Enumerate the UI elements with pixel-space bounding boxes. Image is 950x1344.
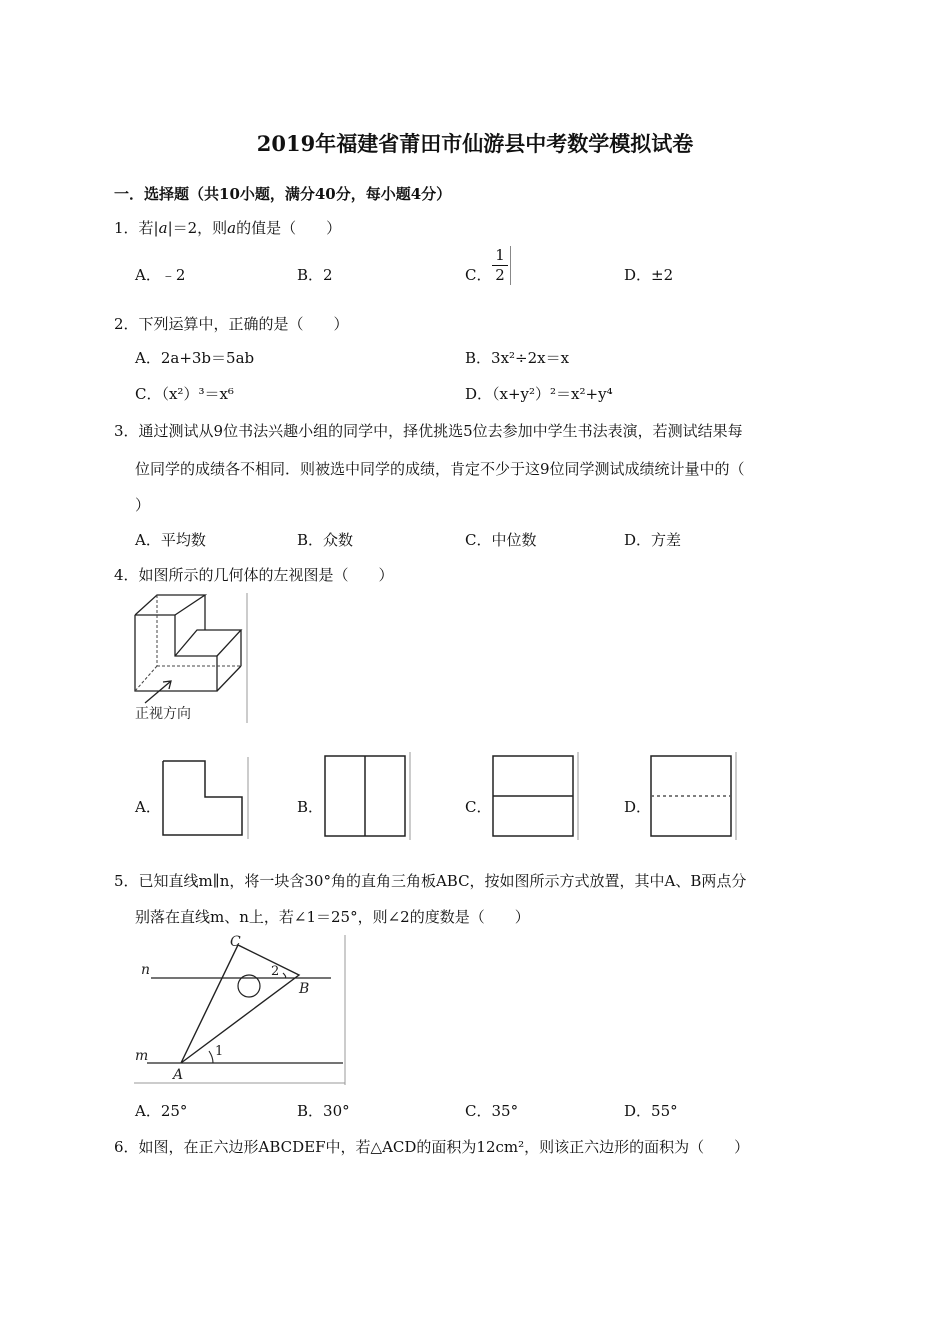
q2-option-a[interactable]: A．2a+3b＝5ab — [135, 349, 255, 367]
q4-option-c[interactable]: C． — [465, 798, 492, 816]
question-5-line2: 别落在直线m、n上，若∠1＝25°，则∠2的度数是（ ） — [135, 908, 530, 926]
q4-option-b-figure — [322, 752, 412, 840]
option-label: A． — [135, 266, 161, 284]
q5-option-a[interactable]: A．25° — [135, 1102, 188, 1120]
line-m-label: m — [135, 1048, 149, 1064]
variable: a — [227, 219, 237, 237]
point-a-label: A — [173, 1067, 184, 1083]
option-label: C． — [465, 266, 492, 284]
q3-option-a[interactable]: A．平均数 — [135, 531, 206, 549]
q4-option-b[interactable]: B． — [297, 798, 324, 816]
q3-option-c[interactable]: C．中位数 — [465, 531, 537, 549]
q1-option-c[interactable] — [465, 264, 491, 285]
question-3-line1: 3．通过测试从9位书法兴趣小组的同学中，择优挑选5位去参加中学生书法表演，若测试结果每 — [114, 422, 743, 440]
q4-option-a-figure — [160, 757, 250, 839]
angle-1-label: 1 — [215, 1044, 224, 1059]
q2-option-c[interactable]: C．（x²）³＝x⁶ — [135, 385, 234, 403]
question-1 — [114, 217, 341, 238]
question-5-line1: 5．已知直线m∥n，将一块含30°角的直角三角板ABC，按如图所示方式放置，其中A、B两点分 — [114, 872, 747, 890]
q1-option-b[interactable] — [297, 264, 333, 285]
question-text: 的值是（ ） — [236, 219, 342, 237]
q4-option-d[interactable]: D． — [624, 798, 652, 816]
q4-option-a[interactable]: A． — [135, 798, 161, 816]
question-4: 4．如图所示的几何体的左视图是（ ） — [114, 566, 394, 584]
question-text: 若| — [138, 219, 159, 237]
option-text: ±2 — [651, 266, 674, 284]
question-6: 6．如图，在正六边形ABCDEF中，若△ACD的面积为12cm²，则该正六边形的面积为（ ） — [114, 1138, 750, 1156]
view-direction-label: 正视方向 — [135, 706, 191, 722]
question-number: 1． — [114, 219, 139, 237]
option-label: D． — [624, 266, 652, 284]
point-b-label: B — [299, 981, 310, 997]
q3-option-d[interactable]: D．方差 — [624, 531, 682, 549]
angle-2-label: 2 — [271, 964, 280, 979]
page-title: 2019年福建省莆田市仙游县中考数学模拟试卷 — [256, 131, 694, 156]
q3-option-b[interactable]: B．众数 — [297, 531, 354, 549]
fraction-numerator: 1 — [492, 246, 508, 266]
triangle-figure — [133, 933, 348, 1085]
fraction-denominator: 2 — [495, 266, 505, 284]
q1-option-a[interactable] — [135, 264, 185, 285]
q4-option-d-figure — [648, 752, 738, 840]
question-3-line3: ） — [135, 496, 151, 514]
q5-option-c[interactable]: C．35° — [465, 1102, 519, 1120]
question-3-line2: 位同学的成绩各不相同．则被选中同学的成绩，肯定不少于这9位同学测试成绩统计量中的（ — [135, 460, 745, 478]
line-n-label: n — [141, 962, 151, 978]
variable: a — [158, 219, 168, 237]
q5-option-d[interactable]: D．55° — [624, 1102, 678, 1120]
fraction — [492, 246, 511, 285]
option-text: ﹣2 — [160, 266, 186, 284]
option-text: 2 — [323, 266, 333, 284]
q2-option-b[interactable]: B．3x²÷2x＝x — [465, 349, 570, 367]
q4-option-c-figure — [490, 752, 580, 840]
q5-option-b[interactable]: B．30° — [297, 1102, 350, 1120]
option-label: B． — [297, 266, 324, 284]
q2-option-d[interactable]: D．（x+y²）²＝x²+y⁴ — [465, 385, 613, 403]
question-2: 2．下列运算中，正确的是（ ） — [114, 315, 349, 333]
solid-figure — [133, 593, 249, 723]
section-heading: 一．选择题（共10小题，满分40分，每小题4分） — [114, 185, 452, 203]
point-c-label: C — [230, 934, 241, 950]
q1-option-d[interactable] — [624, 264, 673, 285]
question-text: |＝2，则 — [167, 219, 228, 237]
